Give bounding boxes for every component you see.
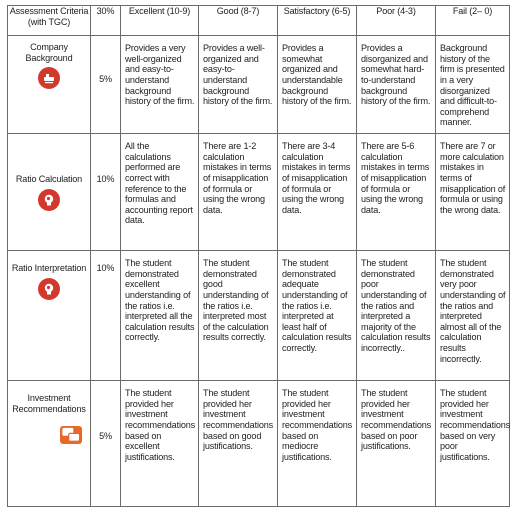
excellent-cell: The student provided her investment recommendations based on excellent justifications. <box>121 381 199 507</box>
header-fail: Fail (2– 0) <box>436 6 510 36</box>
table-row <box>8 36 510 134</box>
thinking-head-icon <box>38 278 60 300</box>
table-row <box>8 381 510 507</box>
header-weight: 30% <box>91 6 121 36</box>
criterion-cell <box>8 134 91 251</box>
satisfactory-cell: There are 3-4 calculation mistakes in terms of misapplication of formula or using the wrong data. <box>278 134 357 251</box>
weight-cell: 10% <box>91 134 121 251</box>
criterion-label: Ratio Calculation <box>15 174 83 184</box>
criterion-cell <box>8 36 91 134</box>
chat-bubbles-icon <box>60 426 82 444</box>
thinking-head-icon <box>38 189 60 211</box>
satisfactory-cell: The student demonstrated adequate understanding of the ratios i.e. interpreted at least half of calculation results correctly. <box>278 251 357 381</box>
presentation-icon <box>38 67 60 89</box>
fail-cell: There are 7 or more calculation mistakes in terms of misapplication of formula or using the wrong data. <box>436 134 510 251</box>
good-cell: The student provided her investment recommendations based on good justifications. <box>199 381 278 507</box>
good-cell: Provides a well-organized and easy-to-understand background history of the firm. <box>199 36 278 134</box>
assessment-rubric-table <box>7 5 510 507</box>
satisfactory-cell: The student provided her investment recommendations based on mediocre justifications. <box>278 381 357 507</box>
header-excellent: Excellent (10-9) <box>121 6 199 36</box>
header-good: Good (8-7) <box>199 6 278 36</box>
satisfactory-cell: Provides a somewhat organized and understandable background history of the firm. <box>278 36 357 134</box>
fail-cell: Background history of the firm is presented in a very disorganized and difficult-to-comprehend manner. <box>436 36 510 134</box>
weight-cell: 5% <box>91 381 121 507</box>
table-row <box>8 134 510 251</box>
criterion-label: Ratio Interpretation <box>11 263 87 273</box>
excellent-cell: The student demonstrated excellent understanding of the ratios i.e. interpreted all the calculation results correctly. <box>121 251 199 381</box>
criterion-cell <box>8 381 91 507</box>
header-row <box>8 6 510 36</box>
fail-cell: The student demonstrated very poor understanding of the ratios and interpreted almost all of the calculation results incorrectly. <box>436 251 510 381</box>
excellent-cell: All the calculations performed are correct with reference to the formulas and accounting report data. <box>121 134 199 251</box>
poor-cell: Provides a disorganized and somewhat hard-to-understand background history of the firm. <box>357 36 436 134</box>
weight-cell: 5% <box>91 36 121 134</box>
poor-cell: The student provided her investment recommendations based on poor justifications. <box>357 381 436 507</box>
weight-cell: 10% <box>91 251 121 381</box>
poor-cell: The student demonstrated poor understanding of the ratios and interpreted a majority of the calculation results incorrectly.. <box>357 251 436 381</box>
fail-cell: The student provided her investment recommendations based on very poor justifications. <box>436 381 510 507</box>
poor-cell: There are 5-6 calculation mistakes in terms of misapplication of formula or using the wrong data. <box>357 134 436 251</box>
good-cell: There are 1-2 calculation mistakes in terms of misapplication of formula or using the wrong data. <box>199 134 278 251</box>
excellent-cell: Provides a very well-organized and easy-to-understand background history of the firm. <box>121 36 199 134</box>
criterion-label: Company Background <box>25 42 73 63</box>
header-poor: Poor (4-3) <box>357 6 436 36</box>
header-satisfactory: Satisfactory (6-5) <box>278 6 357 36</box>
criterion-label: Investment Recommendations <box>12 393 86 414</box>
good-cell: The student demonstrated good understanding of the ratios i.e. interpreted most of the calculation results correctly. <box>199 251 278 381</box>
criterion-cell <box>8 251 91 381</box>
header-criteria: Assessment Criteria (with TGC) <box>8 6 91 36</box>
table-row <box>8 251 510 381</box>
